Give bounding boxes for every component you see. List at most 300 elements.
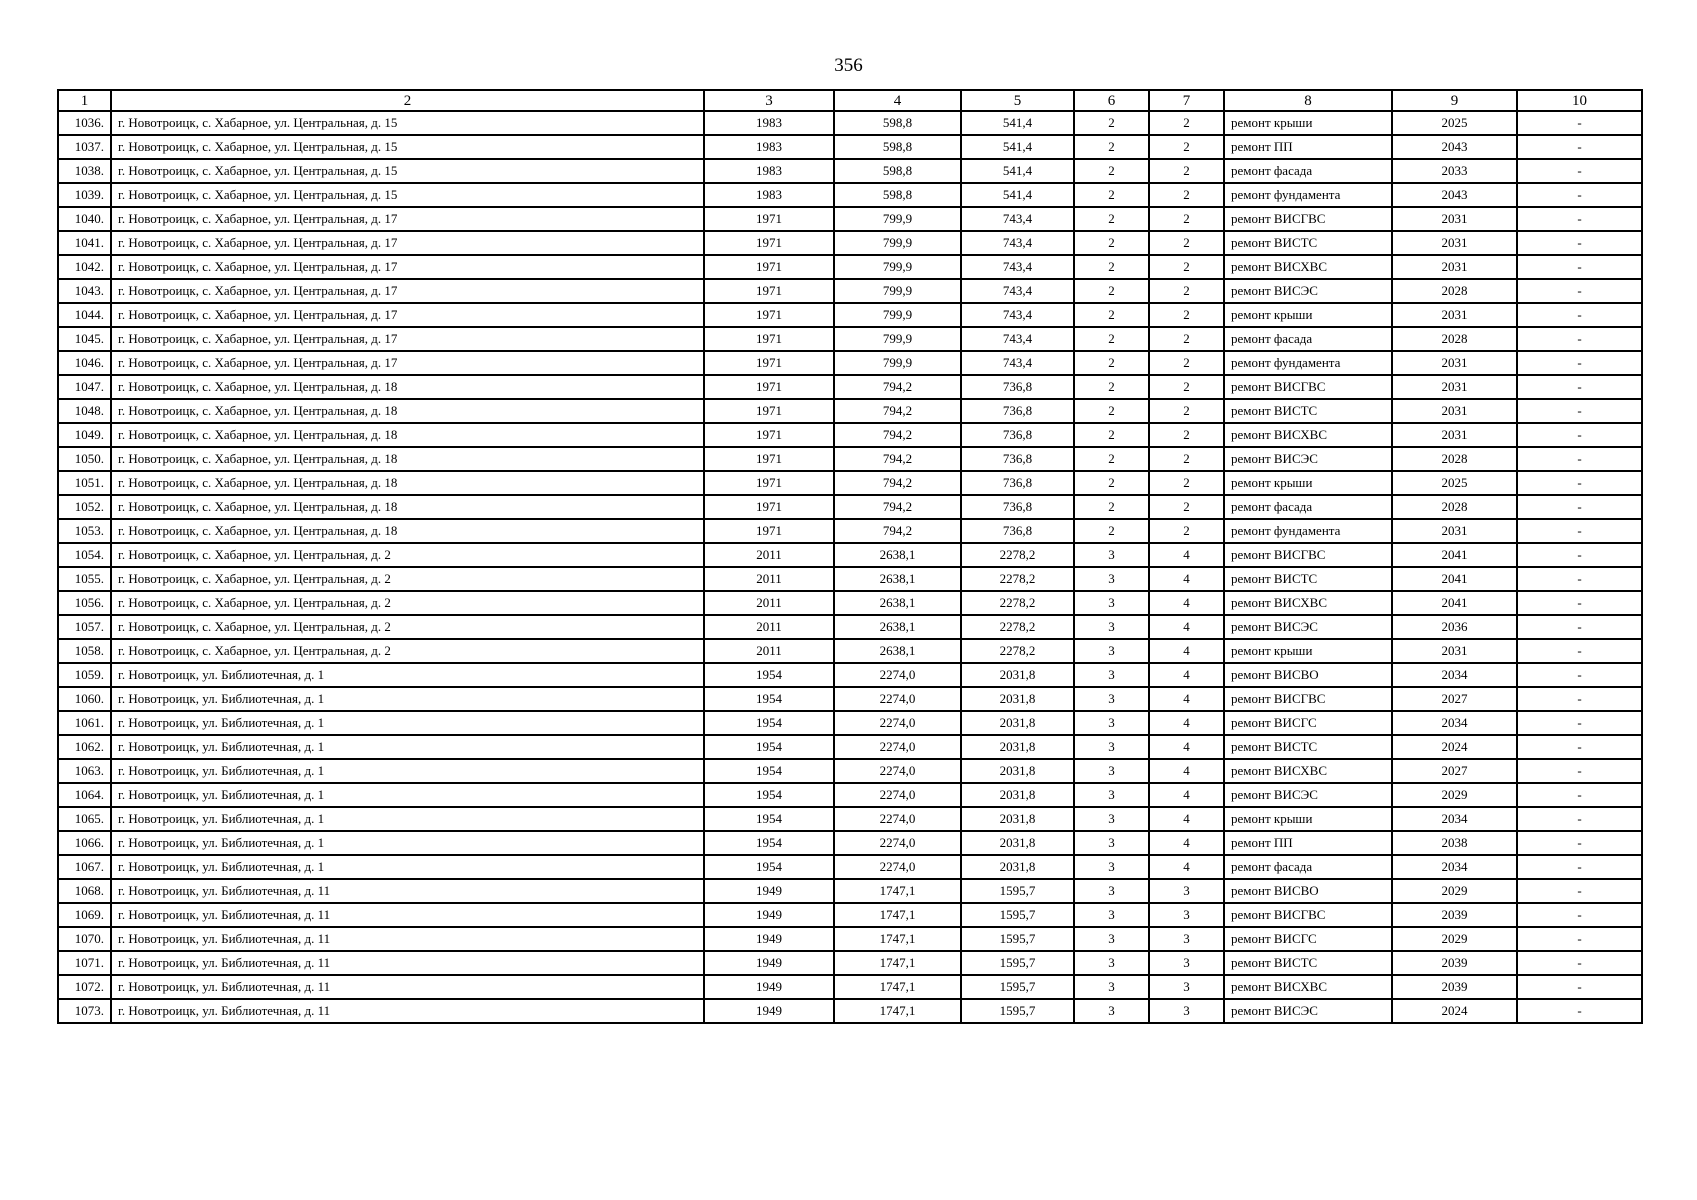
year-built-cell: 1954	[704, 687, 834, 711]
address-cell: г. Новотроицк, с. Хабарное, ул. Центральная, д. 18	[111, 471, 704, 495]
entrances-cell: 4	[1149, 687, 1224, 711]
address-cell: г. Новотроицк, с. Хабарное, ул. Центральная, д. 2	[111, 543, 704, 567]
living-area-cell: 2031,8	[961, 759, 1074, 783]
table-row	[58, 519, 1642, 543]
table-row	[58, 159, 1642, 183]
table-row	[58, 447, 1642, 471]
entrances-cell: 4	[1149, 663, 1224, 687]
living-area-cell: 736,8	[961, 375, 1074, 399]
total-area-cell: 794,2	[834, 495, 961, 519]
planned-year-cell: 2028	[1392, 279, 1517, 303]
floors-cell: 3	[1074, 615, 1149, 639]
column-10-value-cell: -	[1517, 231, 1642, 255]
year-built-cell: 1983	[704, 135, 834, 159]
floors-cell: 2	[1074, 111, 1149, 135]
column-10-value-cell: -	[1517, 471, 1642, 495]
year-built-cell: 1971	[704, 303, 834, 327]
column-10-value-cell: -	[1517, 735, 1642, 759]
living-area-cell: 2031,8	[961, 663, 1074, 687]
work-type-cell: ремонт крыши	[1224, 111, 1392, 135]
year-built-cell: 1949	[704, 999, 834, 1023]
year-built-cell: 1983	[704, 159, 834, 183]
table-row	[58, 207, 1642, 231]
year-built-cell: 1971	[704, 327, 834, 351]
year-built-cell: 1971	[704, 495, 834, 519]
entrances-cell: 3	[1149, 999, 1224, 1023]
year-built-cell: 1971	[704, 519, 834, 543]
row-number-cell: 1051.	[58, 471, 111, 495]
table-row	[58, 423, 1642, 447]
row-number-cell: 1065.	[58, 807, 111, 831]
entrances-cell: 2	[1149, 183, 1224, 207]
address-cell: г. Новотроицк, ул. Библиотечная, д. 1	[111, 831, 704, 855]
column-10-value-cell: -	[1517, 783, 1642, 807]
row-number-cell: 1047.	[58, 375, 111, 399]
work-type-cell: ремонт крыши	[1224, 807, 1392, 831]
floors-cell: 3	[1074, 831, 1149, 855]
total-area-cell: 799,9	[834, 207, 961, 231]
row-number-cell: 1069.	[58, 903, 111, 927]
row-number-cell: 1066.	[58, 831, 111, 855]
floors-cell: 3	[1074, 687, 1149, 711]
total-area-cell: 2274,0	[834, 783, 961, 807]
floors-cell: 3	[1074, 735, 1149, 759]
total-area-cell: 2274,0	[834, 831, 961, 855]
row-number-cell: 1057.	[58, 615, 111, 639]
row-number-cell: 1073.	[58, 999, 111, 1023]
year-built-cell: 1954	[704, 831, 834, 855]
address-cell: г. Новотроицк, с. Хабарное, ул. Центральная, д. 15	[111, 135, 704, 159]
table-body	[58, 111, 1642, 1023]
total-area-cell: 1747,1	[834, 975, 961, 999]
planned-year-cell: 2027	[1392, 759, 1517, 783]
row-number-cell: 1054.	[58, 543, 111, 567]
total-area-cell: 2274,0	[834, 759, 961, 783]
total-area-cell: 794,2	[834, 447, 961, 471]
work-type-cell: ремонт фундамента	[1224, 351, 1392, 375]
planned-year-cell: 2031	[1392, 207, 1517, 231]
total-area-cell: 2274,0	[834, 735, 961, 759]
total-area-cell: 598,8	[834, 111, 961, 135]
column-10-value-cell: -	[1517, 639, 1642, 663]
year-built-cell: 1954	[704, 711, 834, 735]
column-header-6: 6	[1074, 90, 1149, 111]
table-row	[58, 351, 1642, 375]
column-10-value-cell: -	[1517, 543, 1642, 567]
total-area-cell: 2274,0	[834, 711, 961, 735]
floors-cell: 3	[1074, 567, 1149, 591]
year-built-cell: 2011	[704, 543, 834, 567]
table-row	[58, 327, 1642, 351]
planned-year-cell: 2034	[1392, 855, 1517, 879]
entrances-cell: 2	[1149, 303, 1224, 327]
row-number-cell: 1042.	[58, 255, 111, 279]
living-area-cell: 743,4	[961, 207, 1074, 231]
column-10-value-cell: -	[1517, 375, 1642, 399]
floors-cell: 2	[1074, 351, 1149, 375]
address-cell: г. Новотроицк, с. Хабарное, ул. Центральная, д. 18	[111, 447, 704, 471]
row-number-cell: 1072.	[58, 975, 111, 999]
row-number-cell: 1063.	[58, 759, 111, 783]
work-type-cell: ремонт фасада	[1224, 159, 1392, 183]
column-10-value-cell: -	[1517, 519, 1642, 543]
planned-year-cell: 2028	[1392, 327, 1517, 351]
column-10-value-cell: -	[1517, 303, 1642, 327]
living-area-cell: 1595,7	[961, 927, 1074, 951]
work-type-cell: ремонт крыши	[1224, 471, 1392, 495]
entrances-cell: 4	[1149, 615, 1224, 639]
entrances-cell: 2	[1149, 495, 1224, 519]
work-type-cell: ремонт ВИСЭС	[1224, 279, 1392, 303]
address-cell: г. Новотроицк, с. Хабарное, ул. Центральная, д. 18	[111, 375, 704, 399]
column-10-value-cell: -	[1517, 711, 1642, 735]
total-area-cell: 794,2	[834, 423, 961, 447]
work-type-cell: ремонт ВИСГВС	[1224, 207, 1392, 231]
work-type-cell: ремонт ВИСГВС	[1224, 687, 1392, 711]
row-number-cell: 1061.	[58, 711, 111, 735]
work-type-cell: ремонт ВИСХВС	[1224, 423, 1392, 447]
living-area-cell: 743,4	[961, 327, 1074, 351]
total-area-cell: 2274,0	[834, 855, 961, 879]
row-number-cell: 1064.	[58, 783, 111, 807]
entrances-cell: 4	[1149, 639, 1224, 663]
table-row	[58, 927, 1642, 951]
row-number-cell: 1052.	[58, 495, 111, 519]
living-area-cell: 743,4	[961, 231, 1074, 255]
planned-year-cell: 2034	[1392, 807, 1517, 831]
row-number-cell: 1068.	[58, 879, 111, 903]
floors-cell: 3	[1074, 591, 1149, 615]
total-area-cell: 799,9	[834, 303, 961, 327]
floors-cell: 2	[1074, 303, 1149, 327]
year-built-cell: 2011	[704, 615, 834, 639]
planned-year-cell: 2029	[1392, 783, 1517, 807]
planned-year-cell: 2031	[1392, 399, 1517, 423]
table-row	[58, 303, 1642, 327]
address-cell: г. Новотроицк, с. Хабарное, ул. Центральная, д. 2	[111, 591, 704, 615]
entrances-cell: 2	[1149, 375, 1224, 399]
year-built-cell: 1971	[704, 375, 834, 399]
column-header-3: 3	[704, 90, 834, 111]
work-type-cell: ремонт ВИСЭС	[1224, 615, 1392, 639]
year-built-cell: 1954	[704, 807, 834, 831]
planned-year-cell: 2029	[1392, 879, 1517, 903]
entrances-cell: 4	[1149, 567, 1224, 591]
floors-cell: 2	[1074, 423, 1149, 447]
work-type-cell: ремонт фасада	[1224, 855, 1392, 879]
total-area-cell: 794,2	[834, 471, 961, 495]
column-10-value-cell: -	[1517, 399, 1642, 423]
entrances-cell: 4	[1149, 807, 1224, 831]
floors-cell: 2	[1074, 375, 1149, 399]
living-area-cell: 2031,8	[961, 855, 1074, 879]
table-row	[58, 231, 1642, 255]
table-row	[58, 831, 1642, 855]
year-built-cell: 1949	[704, 975, 834, 999]
address-cell: г. Новотроицк, ул. Библиотечная, д. 11	[111, 903, 704, 927]
address-cell: г. Новотроицк, с. Хабарное, ул. Центральная, д. 17	[111, 327, 704, 351]
year-built-cell: 1971	[704, 447, 834, 471]
floors-cell: 2	[1074, 159, 1149, 183]
table-row	[58, 783, 1642, 807]
address-cell: г. Новотроицк, с. Хабарное, ул. Центральная, д. 18	[111, 423, 704, 447]
total-area-cell: 1747,1	[834, 879, 961, 903]
living-area-cell: 743,4	[961, 351, 1074, 375]
total-area-cell: 799,9	[834, 231, 961, 255]
entrances-cell: 4	[1149, 783, 1224, 807]
column-10-value-cell: -	[1517, 207, 1642, 231]
living-area-cell: 2278,2	[961, 615, 1074, 639]
repair-schedule-table	[57, 89, 1643, 1024]
total-area-cell: 799,9	[834, 351, 961, 375]
entrances-cell: 2	[1149, 447, 1224, 471]
floors-cell: 3	[1074, 855, 1149, 879]
living-area-cell: 1595,7	[961, 903, 1074, 927]
column-header-2: 2	[111, 90, 704, 111]
work-type-cell: ремонт ВИСЭС	[1224, 999, 1392, 1023]
work-type-cell: ремонт ВИСТС	[1224, 567, 1392, 591]
floors-cell: 3	[1074, 783, 1149, 807]
row-number-cell: 1041.	[58, 231, 111, 255]
planned-year-cell: 2034	[1392, 663, 1517, 687]
table-row	[58, 711, 1642, 735]
year-built-cell: 1971	[704, 207, 834, 231]
year-built-cell: 1949	[704, 903, 834, 927]
work-type-cell: ремонт фундамента	[1224, 519, 1392, 543]
address-cell: г. Новотроицк, с. Хабарное, ул. Центральная, д. 17	[111, 351, 704, 375]
year-built-cell: 2011	[704, 567, 834, 591]
work-type-cell: ремонт ВИСТС	[1224, 399, 1392, 423]
work-type-cell: ремонт ВИСВО	[1224, 663, 1392, 687]
living-area-cell: 736,8	[961, 519, 1074, 543]
row-number-cell: 1049.	[58, 423, 111, 447]
work-type-cell: ремонт крыши	[1224, 303, 1392, 327]
work-type-cell: ремонт фундамента	[1224, 183, 1392, 207]
table-row	[58, 855, 1642, 879]
work-type-cell: ремонт ВИСХВС	[1224, 255, 1392, 279]
entrances-cell: 4	[1149, 711, 1224, 735]
address-cell: г. Новотроицк, ул. Библиотечная, д. 1	[111, 687, 704, 711]
living-area-cell: 1595,7	[961, 879, 1074, 903]
address-cell: г. Новотроицк, ул. Библиотечная, д. 1	[111, 759, 704, 783]
total-area-cell: 2638,1	[834, 567, 961, 591]
column-10-value-cell: -	[1517, 831, 1642, 855]
row-number-cell: 1037.	[58, 135, 111, 159]
address-cell: г. Новотроицк, ул. Библиотечная, д. 1	[111, 855, 704, 879]
entrances-cell: 3	[1149, 975, 1224, 999]
row-number-cell: 1053.	[58, 519, 111, 543]
living-area-cell: 743,4	[961, 279, 1074, 303]
address-cell: г. Новотроицк, ул. Библиотечная, д. 1	[111, 663, 704, 687]
column-10-value-cell: -	[1517, 879, 1642, 903]
column-10-value-cell: -	[1517, 135, 1642, 159]
living-area-cell: 1595,7	[961, 951, 1074, 975]
year-built-cell: 1983	[704, 111, 834, 135]
living-area-cell: 541,4	[961, 183, 1074, 207]
row-number-cell: 1048.	[58, 399, 111, 423]
row-number-cell: 1055.	[58, 567, 111, 591]
column-10-value-cell: -	[1517, 495, 1642, 519]
table-row	[58, 183, 1642, 207]
floors-cell: 2	[1074, 327, 1149, 351]
total-area-cell: 799,9	[834, 279, 961, 303]
entrances-cell: 4	[1149, 591, 1224, 615]
planned-year-cell: 2024	[1392, 735, 1517, 759]
work-type-cell: ремонт ВИСХВС	[1224, 759, 1392, 783]
address-cell: г. Новотроицк, ул. Библиотечная, д. 11	[111, 879, 704, 903]
floors-cell: 3	[1074, 759, 1149, 783]
year-built-cell: 1954	[704, 663, 834, 687]
table-row	[58, 279, 1642, 303]
living-area-cell: 1595,7	[961, 975, 1074, 999]
planned-year-cell: 2034	[1392, 711, 1517, 735]
table-row	[58, 759, 1642, 783]
planned-year-cell: 2029	[1392, 927, 1517, 951]
year-built-cell: 1971	[704, 423, 834, 447]
table-row	[58, 135, 1642, 159]
planned-year-cell: 2028	[1392, 447, 1517, 471]
living-area-cell: 2031,8	[961, 735, 1074, 759]
table-row	[58, 591, 1642, 615]
floors-cell: 2	[1074, 399, 1149, 423]
address-cell: г. Новотроицк, с. Хабарное, ул. Центральная, д. 15	[111, 183, 704, 207]
floors-cell: 2	[1074, 207, 1149, 231]
column-10-value-cell: -	[1517, 759, 1642, 783]
column-10-value-cell: -	[1517, 975, 1642, 999]
entrances-cell: 4	[1149, 831, 1224, 855]
living-area-cell: 2278,2	[961, 591, 1074, 615]
column-10-value-cell: -	[1517, 855, 1642, 879]
floors-cell: 2	[1074, 519, 1149, 543]
entrances-cell: 2	[1149, 399, 1224, 423]
living-area-cell: 736,8	[961, 471, 1074, 495]
living-area-cell: 541,4	[961, 111, 1074, 135]
living-area-cell: 2278,2	[961, 543, 1074, 567]
work-type-cell: ремонт фасада	[1224, 327, 1392, 351]
column-10-value-cell: -	[1517, 615, 1642, 639]
column-10-value-cell: -	[1517, 807, 1642, 831]
table-row	[58, 543, 1642, 567]
work-type-cell: ремонт фасада	[1224, 495, 1392, 519]
work-type-cell: ремонт ВИСЭС	[1224, 447, 1392, 471]
planned-year-cell: 2033	[1392, 159, 1517, 183]
planned-year-cell: 2031	[1392, 519, 1517, 543]
floors-cell: 2	[1074, 183, 1149, 207]
address-cell: г. Новотроицк, с. Хабарное, ул. Центральная, д. 2	[111, 615, 704, 639]
work-type-cell: ремонт ПП	[1224, 831, 1392, 855]
year-built-cell: 1954	[704, 855, 834, 879]
row-number-cell: 1062.	[58, 735, 111, 759]
column-header-4: 4	[834, 90, 961, 111]
row-number-cell: 1046.	[58, 351, 111, 375]
work-type-cell: ремонт ВИСТС	[1224, 951, 1392, 975]
address-cell: г. Новотроицк, с. Хабарное, ул. Центральная, д. 18	[111, 519, 704, 543]
planned-year-cell: 2041	[1392, 567, 1517, 591]
entrances-cell: 2	[1149, 519, 1224, 543]
living-area-cell: 736,8	[961, 495, 1074, 519]
entrances-cell: 2	[1149, 135, 1224, 159]
floors-cell: 3	[1074, 807, 1149, 831]
planned-year-cell: 2043	[1392, 183, 1517, 207]
entrances-cell: 2	[1149, 327, 1224, 351]
entrances-cell: 2	[1149, 231, 1224, 255]
year-built-cell: 1971	[704, 279, 834, 303]
work-type-cell: ремонт ВИСГВС	[1224, 543, 1392, 567]
row-number-cell: 1070.	[58, 927, 111, 951]
column-10-value-cell: -	[1517, 951, 1642, 975]
table-row	[58, 567, 1642, 591]
total-area-cell: 794,2	[834, 519, 961, 543]
living-area-cell: 736,8	[961, 423, 1074, 447]
address-cell: г. Новотроицк, ул. Библиотечная, д. 1	[111, 735, 704, 759]
address-cell: г. Новотроицк, ул. Библиотечная, д. 1	[111, 807, 704, 831]
planned-year-cell: 2041	[1392, 543, 1517, 567]
entrances-cell: 2	[1149, 207, 1224, 231]
work-type-cell: ремонт ВИСГВС	[1224, 375, 1392, 399]
column-header-1: 1	[58, 90, 111, 111]
address-cell: г. Новотроицк, ул. Библиотечная, д. 11	[111, 927, 704, 951]
total-area-cell: 2638,1	[834, 615, 961, 639]
planned-year-cell: 2025	[1392, 111, 1517, 135]
living-area-cell: 743,4	[961, 303, 1074, 327]
total-area-cell: 2638,1	[834, 591, 961, 615]
floors-cell: 3	[1074, 951, 1149, 975]
year-built-cell: 1949	[704, 927, 834, 951]
address-cell: г. Новотроицк, ул. Библиотечная, д. 11	[111, 975, 704, 999]
entrances-cell: 4	[1149, 543, 1224, 567]
table-row	[58, 687, 1642, 711]
year-built-cell: 1983	[704, 183, 834, 207]
row-number-cell: 1067.	[58, 855, 111, 879]
planned-year-cell: 2039	[1392, 951, 1517, 975]
work-type-cell: ремонт ВИСЭС	[1224, 783, 1392, 807]
entrances-cell: 2	[1149, 471, 1224, 495]
floors-cell: 3	[1074, 663, 1149, 687]
planned-year-cell: 2039	[1392, 975, 1517, 999]
total-area-cell: 2274,0	[834, 687, 961, 711]
column-10-value-cell: -	[1517, 279, 1642, 303]
planned-year-cell: 2041	[1392, 591, 1517, 615]
planned-year-cell: 2031	[1392, 351, 1517, 375]
column-10-value-cell: -	[1517, 255, 1642, 279]
row-number-cell: 1040.	[58, 207, 111, 231]
living-area-cell: 2031,8	[961, 711, 1074, 735]
work-type-cell: ремонт ВИСХВС	[1224, 591, 1392, 615]
planned-year-cell: 2038	[1392, 831, 1517, 855]
year-built-cell: 1954	[704, 783, 834, 807]
living-area-cell: 736,8	[961, 399, 1074, 423]
address-cell: г. Новотроицк, ул. Библиотечная, д. 1	[111, 711, 704, 735]
table-row	[58, 951, 1642, 975]
total-area-cell: 794,2	[834, 375, 961, 399]
address-cell: г. Новотроицк, ул. Библиотечная, д. 11	[111, 951, 704, 975]
work-type-cell: ремонт ВИСТС	[1224, 231, 1392, 255]
address-cell: г. Новотроицк, с. Хабарное, ул. Центральная, д. 17	[111, 279, 704, 303]
floors-cell: 3	[1074, 543, 1149, 567]
row-number-cell: 1050.	[58, 447, 111, 471]
address-cell: г. Новотроицк, с. Хабарное, ул. Центральная, д. 2	[111, 567, 704, 591]
table-row	[58, 735, 1642, 759]
work-type-cell: ремонт ВИСВО	[1224, 879, 1392, 903]
floors-cell: 2	[1074, 279, 1149, 303]
work-type-cell: ремонт ВИСГВС	[1224, 903, 1392, 927]
table-row	[58, 399, 1642, 423]
total-area-cell: 794,2	[834, 399, 961, 423]
table-row	[58, 255, 1642, 279]
floors-cell: 2	[1074, 495, 1149, 519]
row-number-cell: 1043.	[58, 279, 111, 303]
total-area-cell: 598,8	[834, 183, 961, 207]
